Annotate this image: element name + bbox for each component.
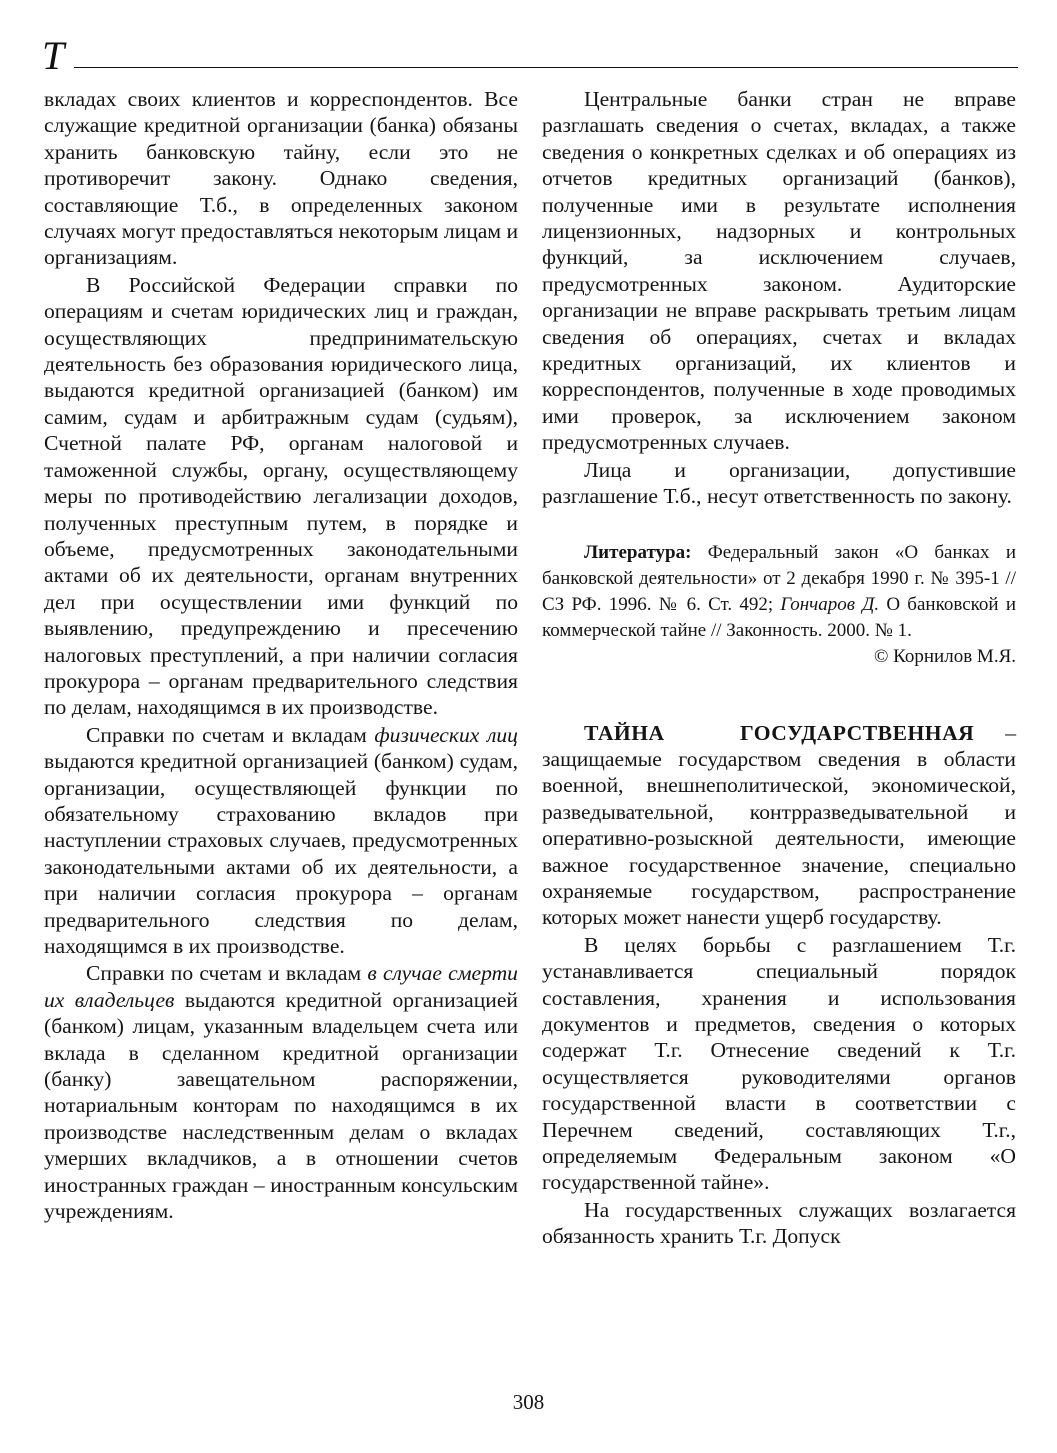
paragraph-individuals [44,722,518,960]
author-signature: © Корнилов М.Я. [873,645,1016,667]
page-number: 308 [512,1390,545,1414]
text-fragment: Федеральный закон «О банках и банковской деятельности» от 2 декабря 1990 г. № 395-1 // СЗ РФ. 1996. № 6. Ст. 492; [542,541,1016,615]
literature-reference [542,540,1016,644]
paragraph-central-banks: Центральные банки стран не вправе разглашать сведения о счетах, вкладах, а также сведения о конкретных сделках и об операциях из отчетов кредитных организаций (банков), полученные ими в результате исполнения лицензионных, надзорных и контрольных функций, за исключением случаев, предусмотренных законом. Аудиторские организации не вправе раскрывать третьим лицам сведения об операциях, счетах и вкладах кредитных организаций, их клиентов и корреспондентов, полученные в ходе проводимых ими проверок, за исключением законом предусмотренных случаев. [542,87,1016,455]
term-dash: – [974,720,1016,745]
text-fragment: выдаются кредитной организацией (банком) лицам, указанным владельцем счета или вклада в сделанном кредитной организации (банку) завещательном распоряжении, нотариальным конторам по находящимся в их производстве наследственным делам о вкладах умерших вкладчиков, а в отношении счетов иностранных граждан – иностранным консульским учреждениям. [44,987,518,1224]
text-fragment: Справки по счетам и вкладам [86,961,368,986]
paragraph-death-of-owners [44,960,518,1224]
italic-phrase: в случае смерти их владельцев [44,961,518,1012]
right-column [542,86,1016,1250]
entry-definition: защищаемые государством сведения в области военной, внешнеполитической, экономической, разведывательной, контрразведывательной и оперативно-розыскной деятельности, имеющие важное государственное значение, специально охраняемые государством, распространение которых может нанести ущерб государству. [542,746,1016,930]
paragraph-responsibility: Лица и организации, допустившие разглашение Т.б., несут ответственность по закону. [542,457,1016,509]
text-fragment: выдаются кредитной организацией (банком) судам, организации, осуществляющей функции по обязательному страхованию вкладов при наступлении страховых случаев, предусмотренных законодательными актами об их деятельности, а при наличии согласия прокурора – органам предварительного следствия по делам, находящимся в их производстве. [44,749,518,958]
section-letter: Т [42,33,65,78]
literature-label: Литература: [584,541,692,563]
paragraph-procedure: В целях борьбы с разглашением Т.г. устанавливается специальный порядок составления, хранения и использования документов и предметов, сведения о которых содержат Т.г. Отнесение сведений к Т.г. осуществляется руководителями органов государственной власти в соответствии с Перечнем сведений, составляющих Т.г., определяемым Федеральным законом «О государственной тайне». [542,932,1016,1195]
left-column [44,86,518,1224]
literature-author: Гончаров Д. [780,593,880,615]
paragraph-legal-entities: В Российской Федерации справки по операциям и счетам юридических лиц и граждан, осуществляющих предпринимательскую деятельность без образования юридического лица, выдаются кредитной организацией (банком) им самим, судам и арбитражным судам (судьям), Счетной палате РФ, органам налоговой и таможенной службы, органу, осуществляющему меры по противодействию легализации доходов, полученных преступным путем, в порядке и объеме, предусмотренных законодательными актами об их деятельности, органам внутренних дел при осуществлении ими функций по выявлению, предупреждению и пресечению налоговых преступлений, а при наличии согласия прокурора – органам предварительного следствия по делам, находящимся в их производстве. [44,272,518,720]
paragraph-continuation: вкладах своих клиентов и корреспондентов. Все служащие кредитной организации (банка) обязаны хранить банковскую тайну, если это не противоречит закону. Однако сведения, составляющие Т.б., в определенных законом случаях могут предоставляться некоторым лицам и организациям. [44,87,518,270]
page-header [36,30,1018,76]
italic-phrase: физических лиц [374,722,518,747]
paragraph-civil-servants: На государственных служащих возлагается обязанность хранить Т.г. Допуск [542,1197,1016,1249]
entry-state-secret [542,720,1016,931]
header-rule [74,67,1018,68]
text-fragment: Справки по счетам и вкладам [86,722,375,747]
entry-term: ТАЙНА ГОСУДАРСТВЕННАЯ [584,720,975,745]
text-fragment: О банковской и коммерческой тайне // Законность. 2000. № 1. [542,593,1016,641]
